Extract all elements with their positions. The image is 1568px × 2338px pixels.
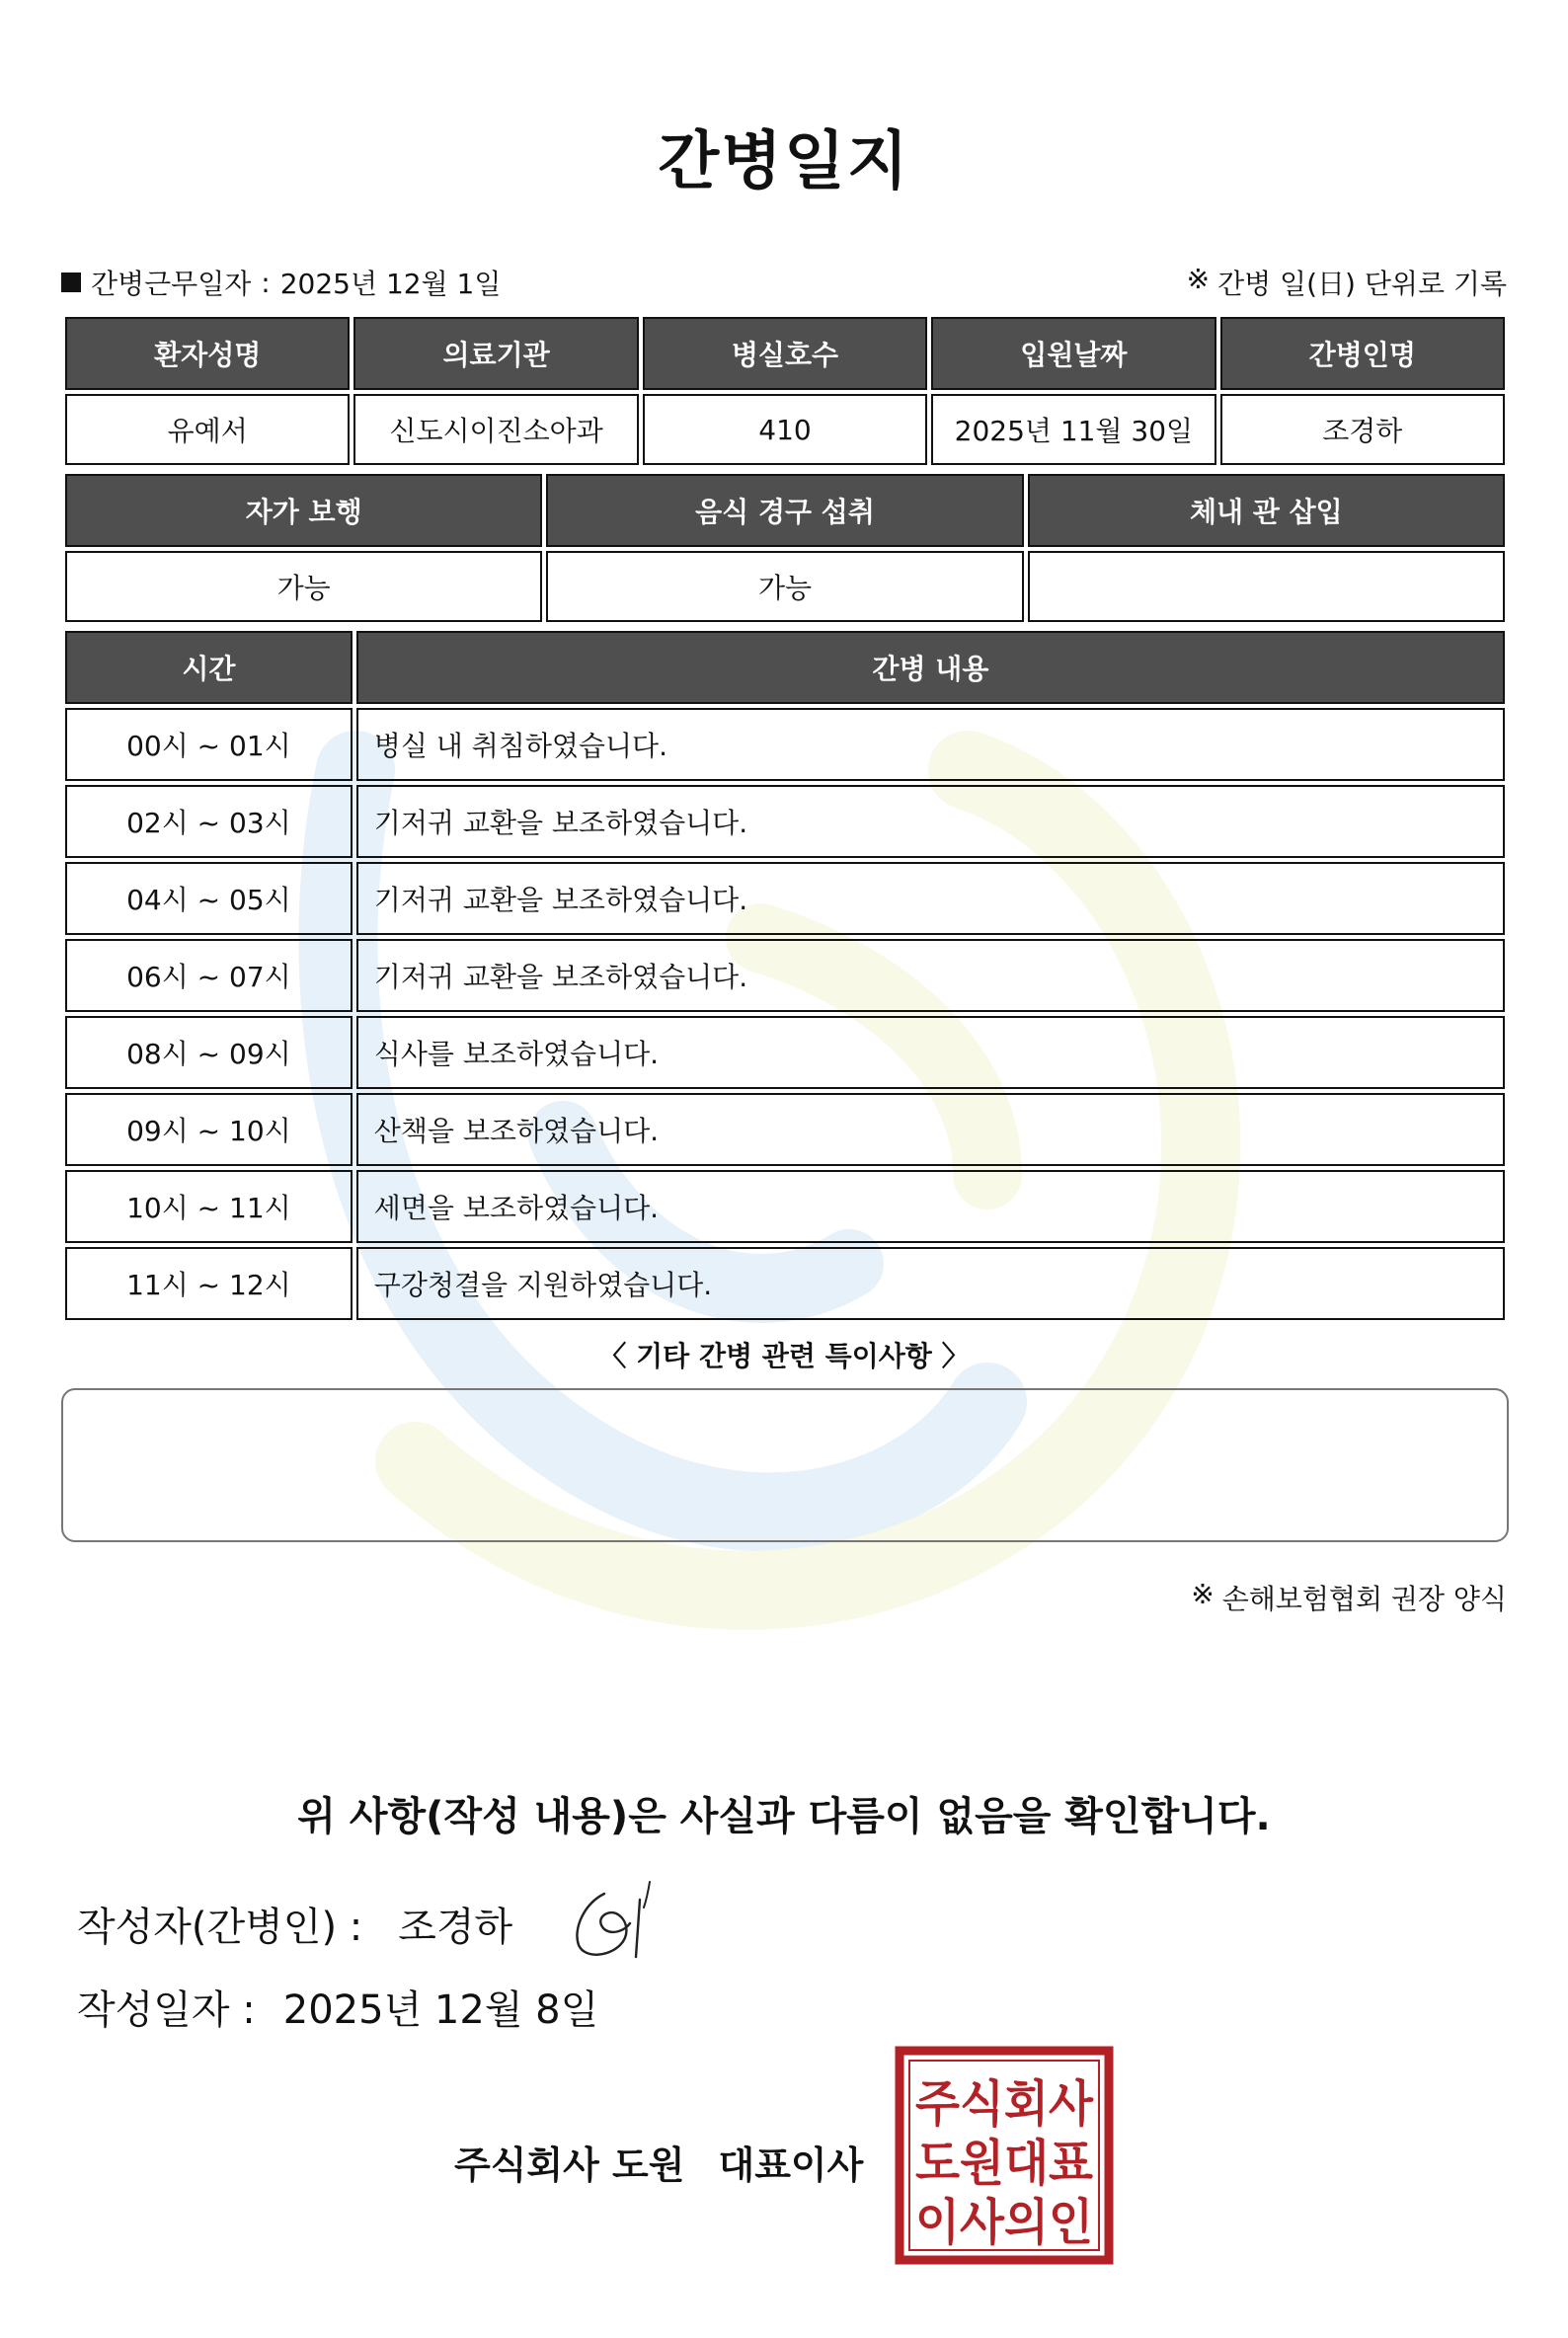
log-time: 11시 ~ 12시 bbox=[65, 1247, 353, 1320]
header-caregiver-name: 간병인명 bbox=[1220, 317, 1505, 390]
log-content: 기저귀 교환을 보조하였습니다. bbox=[356, 785, 1505, 858]
patient-name: 유예서 bbox=[65, 394, 350, 465]
patient-status-table bbox=[61, 470, 1509, 626]
log-content: 구강청결을 지원하였습니다. bbox=[356, 1247, 1505, 1320]
log-time: 00시 ~ 01시 bbox=[65, 708, 353, 781]
other-notes-box bbox=[61, 1388, 1509, 1542]
log-time: 06시 ~ 07시 bbox=[65, 939, 353, 1012]
log-time: 04시 ~ 05시 bbox=[65, 862, 353, 935]
self-walking-value: 가능 bbox=[65, 551, 542, 622]
header-care-content: 간병 내용 bbox=[356, 631, 1505, 704]
log-content: 산책을 보조하였습니다. bbox=[356, 1093, 1505, 1166]
note-mark-icon: ※ bbox=[1186, 263, 1211, 295]
written-date-label: 작성일자 : bbox=[77, 1987, 256, 2033]
log-content: 식사를 보조하였습니다. bbox=[356, 1016, 1505, 1089]
log-content: 기저귀 교환을 보조하였습니다. bbox=[356, 939, 1505, 1012]
header-oral-intake: 음식 경구 섭취 bbox=[546, 474, 1023, 547]
table-row bbox=[65, 1247, 1505, 1320]
writer-name: 조경하 bbox=[398, 1905, 513, 1950]
header-time: 시간 bbox=[65, 631, 353, 704]
log-time: 02시 ~ 03시 bbox=[65, 785, 353, 858]
written-date-value: 2025년 12월 8일 bbox=[282, 1987, 599, 2033]
header-tube-insertion: 체내 관 삽입 bbox=[1028, 474, 1505, 547]
other-notes-title: 〈 기타 간병 관련 특이사항 〉 bbox=[598, 1340, 970, 1372]
log-content: 기저귀 교환을 보조하였습니다. bbox=[356, 862, 1505, 935]
company-seal-icon bbox=[895, 2046, 1114, 2265]
confirmation-statement: 위 사항(작성 내용)은 사실과 다름이 없음을 확인합니다. bbox=[297, 1794, 1271, 1839]
header-patient-name: 환자성명 bbox=[65, 317, 350, 390]
patient-status-header-row bbox=[65, 474, 1505, 547]
log-time: 09시 ~ 10시 bbox=[65, 1093, 353, 1166]
header-admission-date: 입원날짜 bbox=[931, 317, 1215, 390]
work-date-separator: : bbox=[261, 266, 271, 299]
table-row bbox=[65, 862, 1505, 935]
work-date-label: 간병근무일자 bbox=[91, 268, 252, 300]
log-content: 병실 내 취침하였습니다. bbox=[356, 708, 1505, 781]
writer-label: 작성자(간병인) : bbox=[77, 1905, 363, 1950]
work-date-line bbox=[61, 263, 501, 302]
patient-info-header-row bbox=[65, 317, 1505, 390]
care-log-header-row bbox=[65, 631, 1505, 704]
table-row bbox=[65, 939, 1505, 1012]
seal-line-3: 이사의인 bbox=[915, 2194, 1093, 2251]
table-row bbox=[65, 708, 1505, 781]
work-date-value: 2025년 12월 1일 bbox=[279, 268, 502, 300]
log-time: 08시 ~ 09시 bbox=[65, 1016, 353, 1089]
oral-intake-value: 가능 bbox=[546, 551, 1023, 622]
table-row bbox=[65, 1016, 1505, 1089]
header-hospital: 의료기관 bbox=[353, 317, 638, 390]
room-number: 410 bbox=[643, 394, 927, 465]
tube-insertion-value bbox=[1028, 551, 1505, 622]
table-row bbox=[65, 1170, 1505, 1243]
table-row bbox=[65, 1093, 1505, 1166]
company-title: 대표이사 bbox=[718, 2143, 864, 2187]
note-mark-icon: ※ bbox=[1191, 1578, 1215, 1610]
log-content: 세면을 보조하였습니다. bbox=[356, 1170, 1505, 1243]
record-unit-note-text: 간병 일(日) 단위로 기록 bbox=[1217, 268, 1507, 300]
writer-line bbox=[77, 1896, 512, 1952]
table-row bbox=[65, 785, 1505, 858]
patient-info-table bbox=[61, 313, 1509, 469]
patient-status-value-row bbox=[65, 551, 1505, 622]
company-name: 주식회사 도원 bbox=[454, 2143, 685, 2187]
document-title: 간병일지 bbox=[658, 125, 910, 198]
patient-info-value-row bbox=[65, 394, 1505, 465]
admission-date: 2025년 11월 30일 bbox=[931, 394, 1215, 465]
record-unit-note bbox=[1187, 263, 1507, 302]
seal-line-2: 도원대표 bbox=[915, 2135, 1094, 2192]
log-time: 10시 ~ 11시 bbox=[65, 1170, 353, 1243]
seal-line-1: 주식회사 bbox=[915, 2075, 1094, 2133]
square-bullet-icon bbox=[61, 273, 81, 292]
written-date-line bbox=[77, 1979, 598, 2035]
care-log-table bbox=[61, 627, 1509, 1324]
form-recommendation-note bbox=[1191, 1578, 1507, 1617]
form-recommendation-text: 손해보험협회 권장 양식 bbox=[1221, 1583, 1507, 1615]
caregiver-name: 조경하 bbox=[1220, 394, 1505, 465]
hospital-name: 신도시이진소아과 bbox=[353, 394, 638, 465]
header-room-number: 병실호수 bbox=[643, 317, 927, 390]
signature-icon bbox=[565, 1874, 673, 1965]
header-self-walking: 자가 보행 bbox=[65, 474, 542, 547]
company-line bbox=[454, 2135, 863, 2189]
